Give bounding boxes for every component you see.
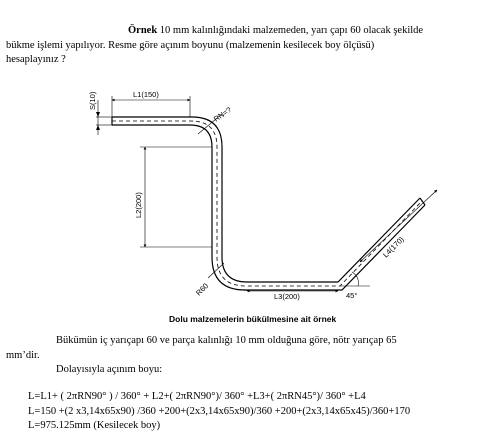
neutral-axis	[112, 121, 422, 286]
problem-line-2: bükme işlemi yapılıyor. Resme göre açınım boyunu (malzemenin kesilecek boy ölçüsü)	[6, 40, 375, 51]
l4-dim-line	[360, 190, 437, 262]
explanation-line-3: Dolayısıyla açınım boyu:	[56, 364, 163, 375]
problem-line-1-text: 10 mm kalınlığındaki malzemeden, yarı çapı 60 olacak şekilde	[159, 25, 424, 36]
thickness-arrow-top	[96, 112, 100, 117]
l2-label: L2(200)	[134, 192, 143, 218]
l4-label: L4(170)	[381, 234, 406, 260]
formula-result: L=975.125mm (Kesilecek boy)	[28, 420, 161, 431]
thickness-arrow-bottom	[96, 125, 100, 130]
formula-general: L=L1+ ( 2πRN90° ) / 360° + L2+( 2πRN90°)/ 360° +L3+( 2πRN45°)/ 360° +L4	[28, 391, 366, 402]
explanation-line-2: mm’dir.	[6, 350, 40, 361]
l3-label: L3(200)	[274, 292, 300, 301]
formula-substituted: L=150 +(2 x3,14x65x90) /360 +200+(2x3,14x65x90)/360 +200+(2x3,14x65x45)/360+170	[28, 406, 411, 417]
r60-label: R60	[194, 281, 211, 298]
thickness-label: S(10)	[88, 91, 97, 110]
l1-label: L1(150)	[133, 90, 159, 99]
figure-caption: Dolu malzemelerin bükülmesine ait örnek	[169, 314, 337, 324]
explanation-line-1: Bükümün iç yarıçapı 60 ve parça kalınlığı 10 mm olduğuna göre, nötr yarıçap 65	[56, 335, 397, 346]
example-label: Örnek	[128, 25, 158, 36]
rn-label: RN=?	[211, 105, 234, 124]
problem-line-3: hesaplayınız ?	[6, 54, 66, 65]
angle-label: 45°	[346, 291, 358, 300]
bar-inner-contour	[112, 125, 425, 290]
